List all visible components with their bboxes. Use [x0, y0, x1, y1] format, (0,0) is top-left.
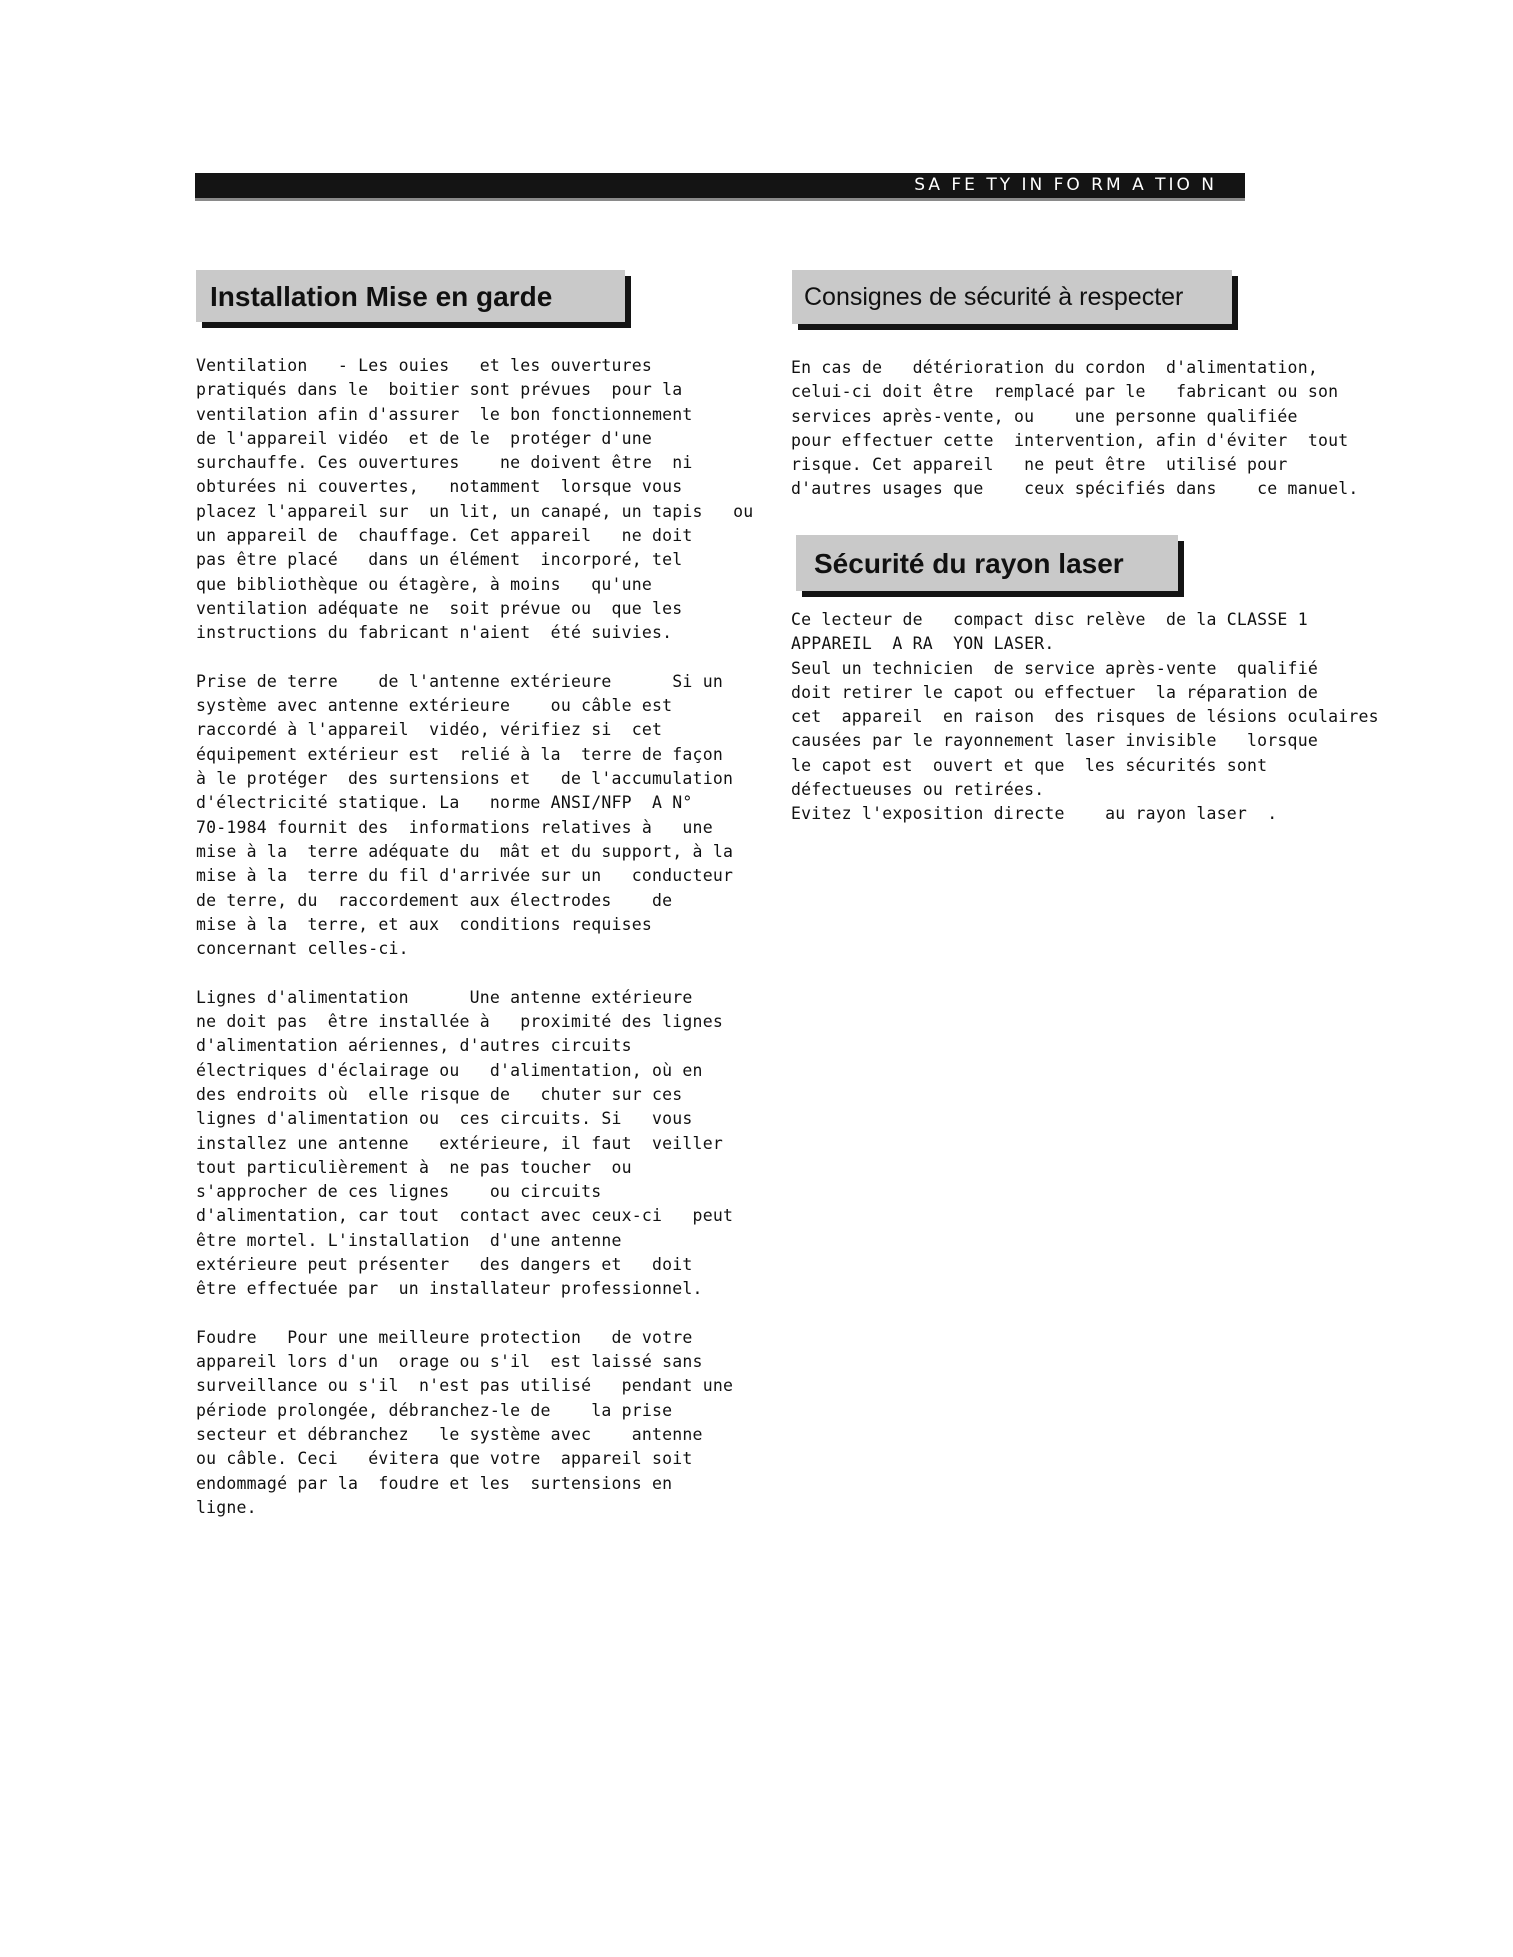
laser-paragraph: Ce lecteur de compact disc relève de la CLASSE 1 APPAREIL A RA YON LASER. Seul un technicien de service après-vente qualifié doit retirer le capot ou effectuer la réparation de cet appareil en raison des risques de lésions oculaires causées par le rayonnement laser invisible lorsque le capot est ouvert et que les sécurités sont défectueuses ou retirées. Evitez l'exposition directe au rayon laser . — [791, 610, 1379, 824]
header-bar — [195, 173, 1245, 198]
laser-title: Sécurité du rayon laser — [814, 548, 1124, 579]
header-title: SA FE TY IN FO RM A TIO N — [914, 175, 1217, 195]
ventilation-paragraph: Ventilation - Les ouies et les ouvertures pratiqués dans le boitier sont prévues pour la ventilation afin d'assurer le bon fonctionnement de l'appareil vidéo et de le protéger d'une surchauffe. Ces ouvertures ne doivent être ni obturées ni couvertes, notamment lorsque vous placez l'appareil sur un lit, un canapé, un tapis ou un appareil de chauffage. Cet appareil ne doit pas être placé dans un élément incorporé, tel que bibliothèque ou étagère, à moins qu'une ventilation adéquate ne soit prévue ou que les instructions du fabricant n'aient été suivies. — [196, 356, 754, 643]
installation-title-box — [196, 270, 625, 322]
consignes-body — [791, 356, 1359, 526]
consignes-paragraph: En cas de détérioration du cordon d'alimentation, celui-ci doit être remplacé par le fabricant ou son services après-vente, ou une personne qualifiée pour effectuer cette intervention, afin d'éviter tout risque. Cet appareil ne peut être utilisé pour d'autres usages que ceux spécifiés dans ce manuel. — [791, 358, 1359, 499]
installation-body — [196, 354, 754, 1545]
laser-body — [791, 608, 1379, 851]
laser-title-box — [796, 535, 1178, 591]
installation-title: Installation Mise en garde — [210, 281, 553, 312]
consignes-title: Consignes de sécurité à respecter — [804, 283, 1184, 311]
power-lines-paragraph: Lignes d'alimentation Une antenne extérieure ne doit pas être installée à proximité des lignes d'alimentation aériennes, d'autres circuits électriques d'éclairage ou d'alimentation, où en des endroits où elle risque de chuter sur ces lignes d'alimentation ou ces circuits. Si vous installez une antenne extérieure, il faut veiller tout particulièrement à ne pas toucher ou s'approcher de ces lignes ou circuits d'alimentation, car tout contact avec ceux-ci peut être mortel. L'installation d'une antenne extérieure peut présenter des dangers et doit être effectuée par un installateur professionnel. — [196, 987, 734, 1299]
lightning-paragraph: Foudre Pour une meilleure protection de votre appareil lors d'un orage ou s'il est laissé sans surveillance ou s'il n'est pas utilisé pendant une période prolongée, débranchez-le de la prise secteur et débranchez le système avec antenne ou câble. Ceci évitera que votre appareil soit endommagé par la foudre et les surtensions en ligne. — [196, 1327, 734, 1517]
grounding-paragraph: Prise de terre de l'antenne extérieure Si un système avec antenne extérieure ou câble est raccordé à l'appareil vidéo, vérifiez si cet équipement extérieur est relié à la terre de façon à le protéger des surtensions et de l'accumulation d'électricité statique. La norme ANSI/NFP A N° 70-1984 fournit des informations relatives à une mise à la terre adéquate du mât et du support, à la mise à la terre du fil d'arrivée sur un conducteur de terre, du raccordement aux électrodes de mise à la terre, et aux conditions requises concernant celles-ci. — [196, 671, 734, 959]
consignes-title-box — [792, 270, 1232, 324]
